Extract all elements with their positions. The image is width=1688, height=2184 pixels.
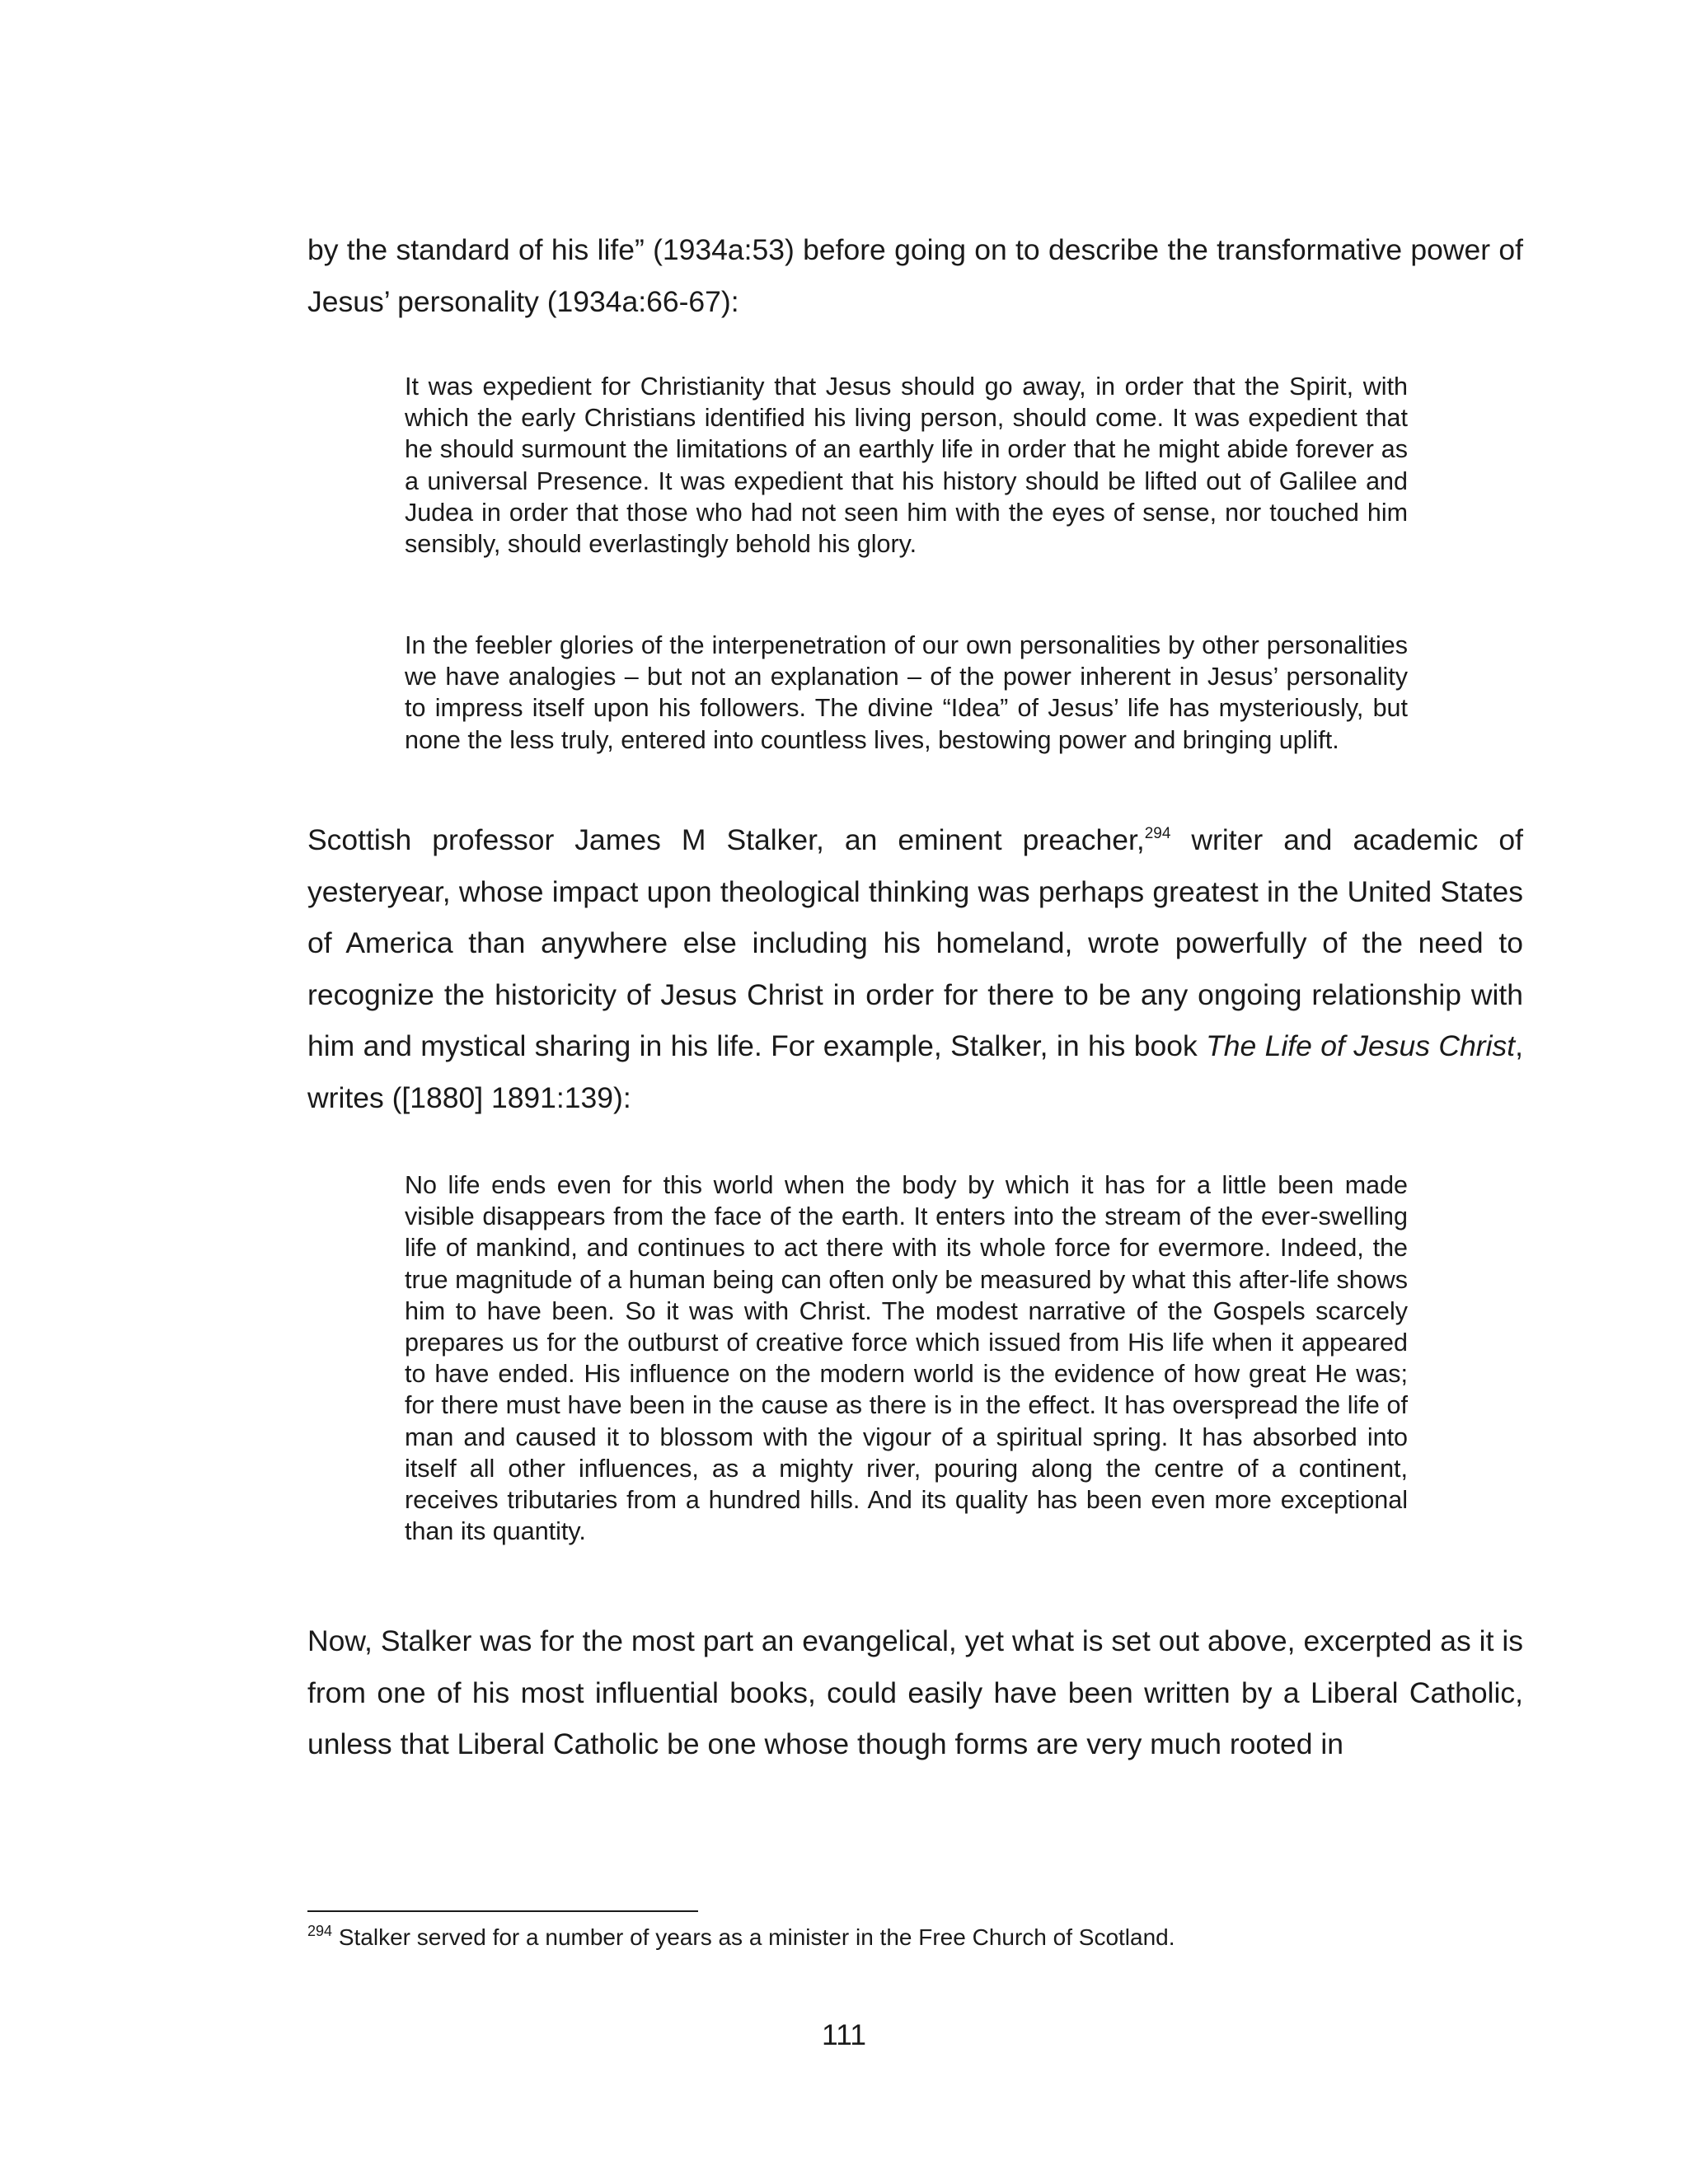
body-paragraph-1-text: by the standard of his life” (1934a:53) before going on to describe the transformative power of Jesus’ personality (1934a:66-67): (307, 233, 1523, 318)
block-quote-1-paragraph-b (405, 630, 1408, 756)
body-paragraph-2 (307, 814, 1523, 1124)
block-quote-2 (405, 1169, 1408, 1547)
body-paragraph-2-text-start: Scottish professor James M Stalker, an eminent preacher, (307, 823, 1145, 856)
block-quote-1-paragraph-b-text: In the feebler glories of the interpenetration of our own personalities by other personalities we have analogies – but not an explanation – of the power inherent in Jesus’ personality to impress itself upon his followers. The divine “Idea” of Jesus’ life has mysteriously, but none the less truly, entered into countless lives, bestowing power and bringing uplift. (405, 631, 1408, 754)
body-paragraph-2-text-end: , writes ([1880] 1891:139): (307, 1029, 1524, 1114)
footnote-reference: 294 (1144, 825, 1171, 842)
footnote (307, 1923, 1523, 1952)
page-number: 111 (822, 2018, 866, 2051)
book-title: The Life of Jesus Christ (1206, 1029, 1516, 1063)
footnote-text: Stalker served for a number of years as a minister in the Free Church of Scotland. (332, 1924, 1175, 1950)
body-paragraph-2-text-middle: writer and academic of yesteryear, whose impact upon theological thinking was perhaps greatest in the United States of America than anywhere else including his homeland, wrote powerfully of the need to recognize the historicity of Jesus Christ in order for there to be any ongoing relationship with him and mystical sharing in his life. For example, Stalker, in his book (307, 823, 1523, 1063)
footnote-number: 294 (307, 1923, 333, 1939)
body-paragraph-3 (307, 1615, 1523, 1770)
footnote-separator (307, 1910, 698, 1912)
block-quote-1-paragraph-a (405, 371, 1408, 560)
block-quote-2-text: No life ends even for this world when the body by which it has for a little been made visible disappears from the face of the earth. It enters into the stream of the ever-swelling life of mankind, and continues to act there with its whole force for evermore. Indeed, the true magnitude of a human being can often only be measured by what this after-life shows him to have been. So it was with Christ. The modest narrative of the Gospels scarcely prepares us for the outburst of creative force which issued from His life when it appeared to have ended. His influence on the modern world is the evidence of how great He was; for there must have been in the cause as there is in the effect. It has overspread the life of man and caused it to blossom with the vigour of a spiritual spring. It has absorbed into itself all other influences, as a mighty river, pouring along the centre of a continent, receives tributaries from a hundred hills. And its quality has been even more exceptional than its quantity. (405, 1171, 1408, 1546)
body-paragraph-3-text: Now, Stalker was for the most part an evangelical, yet what is set out above, excerpted as it is from one of his most influential books, could easily have been written by a Liberal Catholic, unless that Liberal Catholic be one whose though forms are very much rooted in (307, 1624, 1523, 1761)
body-paragraph-1 (307, 224, 1523, 327)
block-quote-1-paragraph-a-text: It was expedient for Christianity that Jesus should go away, in order that the Spirit, with which the early Christians identified his living person, should come. It was expedient that he should surmount the limitations of an earthly life in order that he might abide forever as a universal Presence. It was expedient that his history should be lifted out of Galilee and Judea in order that those who had not seen him with the eyes of sense, nor touched him sensibly, should everlastingly behold his glory. (405, 373, 1408, 559)
